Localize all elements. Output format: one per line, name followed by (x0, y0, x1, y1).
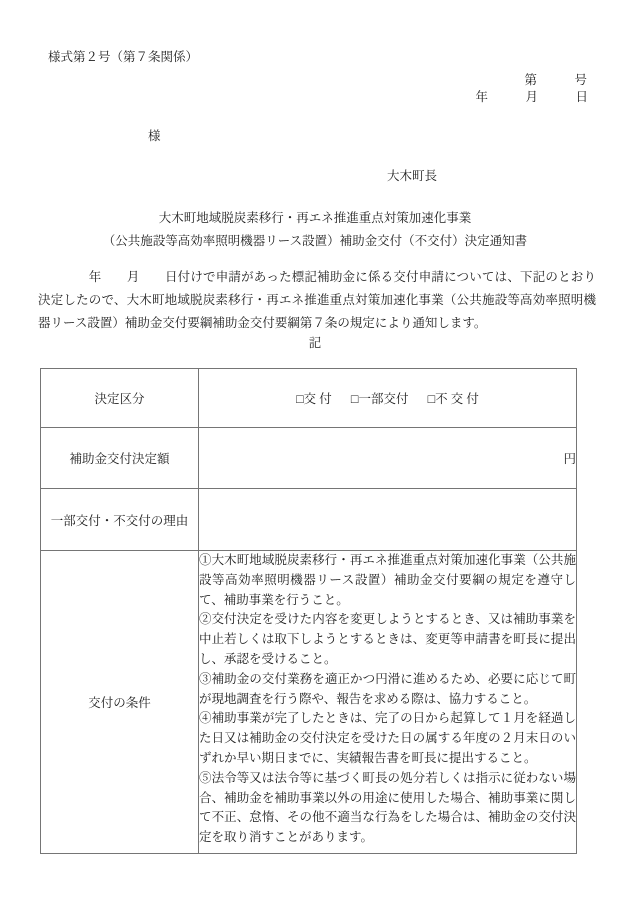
body-paragraph: 年 月 日付けで申請があった標記補助金に係る交付申請については、下記のとおり決定したので、大木町地域脱炭素移行・再エネ推進重点対策加速化事業（公共施設等高効率照明機器リース設置）補助金交付要綱補助金交付要綱第７条の規定により通知します。 (38, 270, 596, 330)
document-title-line2: （公共施設等高効率照明機器リース設置）補助金交付（不交付）決定通知書 (102, 234, 528, 248)
record-mark: 記 (308, 336, 322, 350)
checkbox-option-no-grant: □不 交 付 (427, 392, 479, 406)
condition-item: ⑤法令等又は法令等に基づく町長の処分若しくは指示に従わない場合、補助金を補助事業以外の用途に使用した場合、補助事業に関して不正、怠惰、その他不適当な行為をした場合は、補助金の交付決定を取り消すことがあります。 (199, 770, 576, 845)
row-label-conditions: 交付の条件 (41, 551, 199, 854)
sender-name: 大木町長 (387, 169, 438, 183)
table-row-decision-category (41, 369, 577, 428)
addressee-suffix: 様 (148, 129, 161, 143)
checkbox-option-partial-grant: □一部交付 (350, 392, 409, 406)
row-label-decision-category: 決定区分 (41, 369, 199, 428)
table-row-conditions (41, 551, 577, 854)
document-number-line: 第 号 (524, 73, 587, 87)
grant-amount-cell (199, 428, 577, 489)
condition-item: ②交付決定を受けた内容を変更しようとするとき、又は補助事業を中止若しくは取下しようとするときは、変更等申請書を町長に提出し、承認を受けること。 (199, 612, 576, 666)
form-number-label: 様式第２号（第７条関係） (48, 50, 199, 64)
row-label-reason: 一部交付・不交付の理由 (41, 489, 199, 551)
document-title (0, 207, 630, 253)
table-row-reason (41, 489, 577, 551)
currency-unit: 円 (563, 452, 576, 466)
row-label-grant-amount: 補助金交付決定額 (41, 428, 199, 489)
table-row-grant-amount (41, 428, 577, 489)
decision-options-cell (199, 369, 577, 428)
checkbox-option-grant: □交 付 (296, 392, 332, 406)
decision-table (40, 368, 577, 854)
reason-cell (199, 489, 577, 551)
date-line: 年 月 日 (475, 90, 588, 104)
document-title-line1: 大木町地域脱炭素移行・再エネ推進重点対策加速化事業 (158, 211, 472, 225)
condition-item: ④補助事業が完了したときは、完了の日から起算して１月を経過した日又は補助金の交付決定を受けた日の属する年度の２月末日のいずれか早い期日までに、実績報告書を町長に提出すること。 (199, 711, 576, 765)
condition-item: ①大木町地域脱炭素移行・再エネ推進重点対策加速化事業（公共施設等高効率照明機器リース設置）補助金交付要綱の規定を遵守して、補助事業を行うこと。 (199, 553, 576, 607)
condition-item: ③補助金の交付業務を適正かつ円滑に進めるため、必要に応じて町が現地調査を行う際や、報告を求める際は、協力すること。 (199, 671, 576, 706)
conditions-cell (199, 551, 577, 854)
